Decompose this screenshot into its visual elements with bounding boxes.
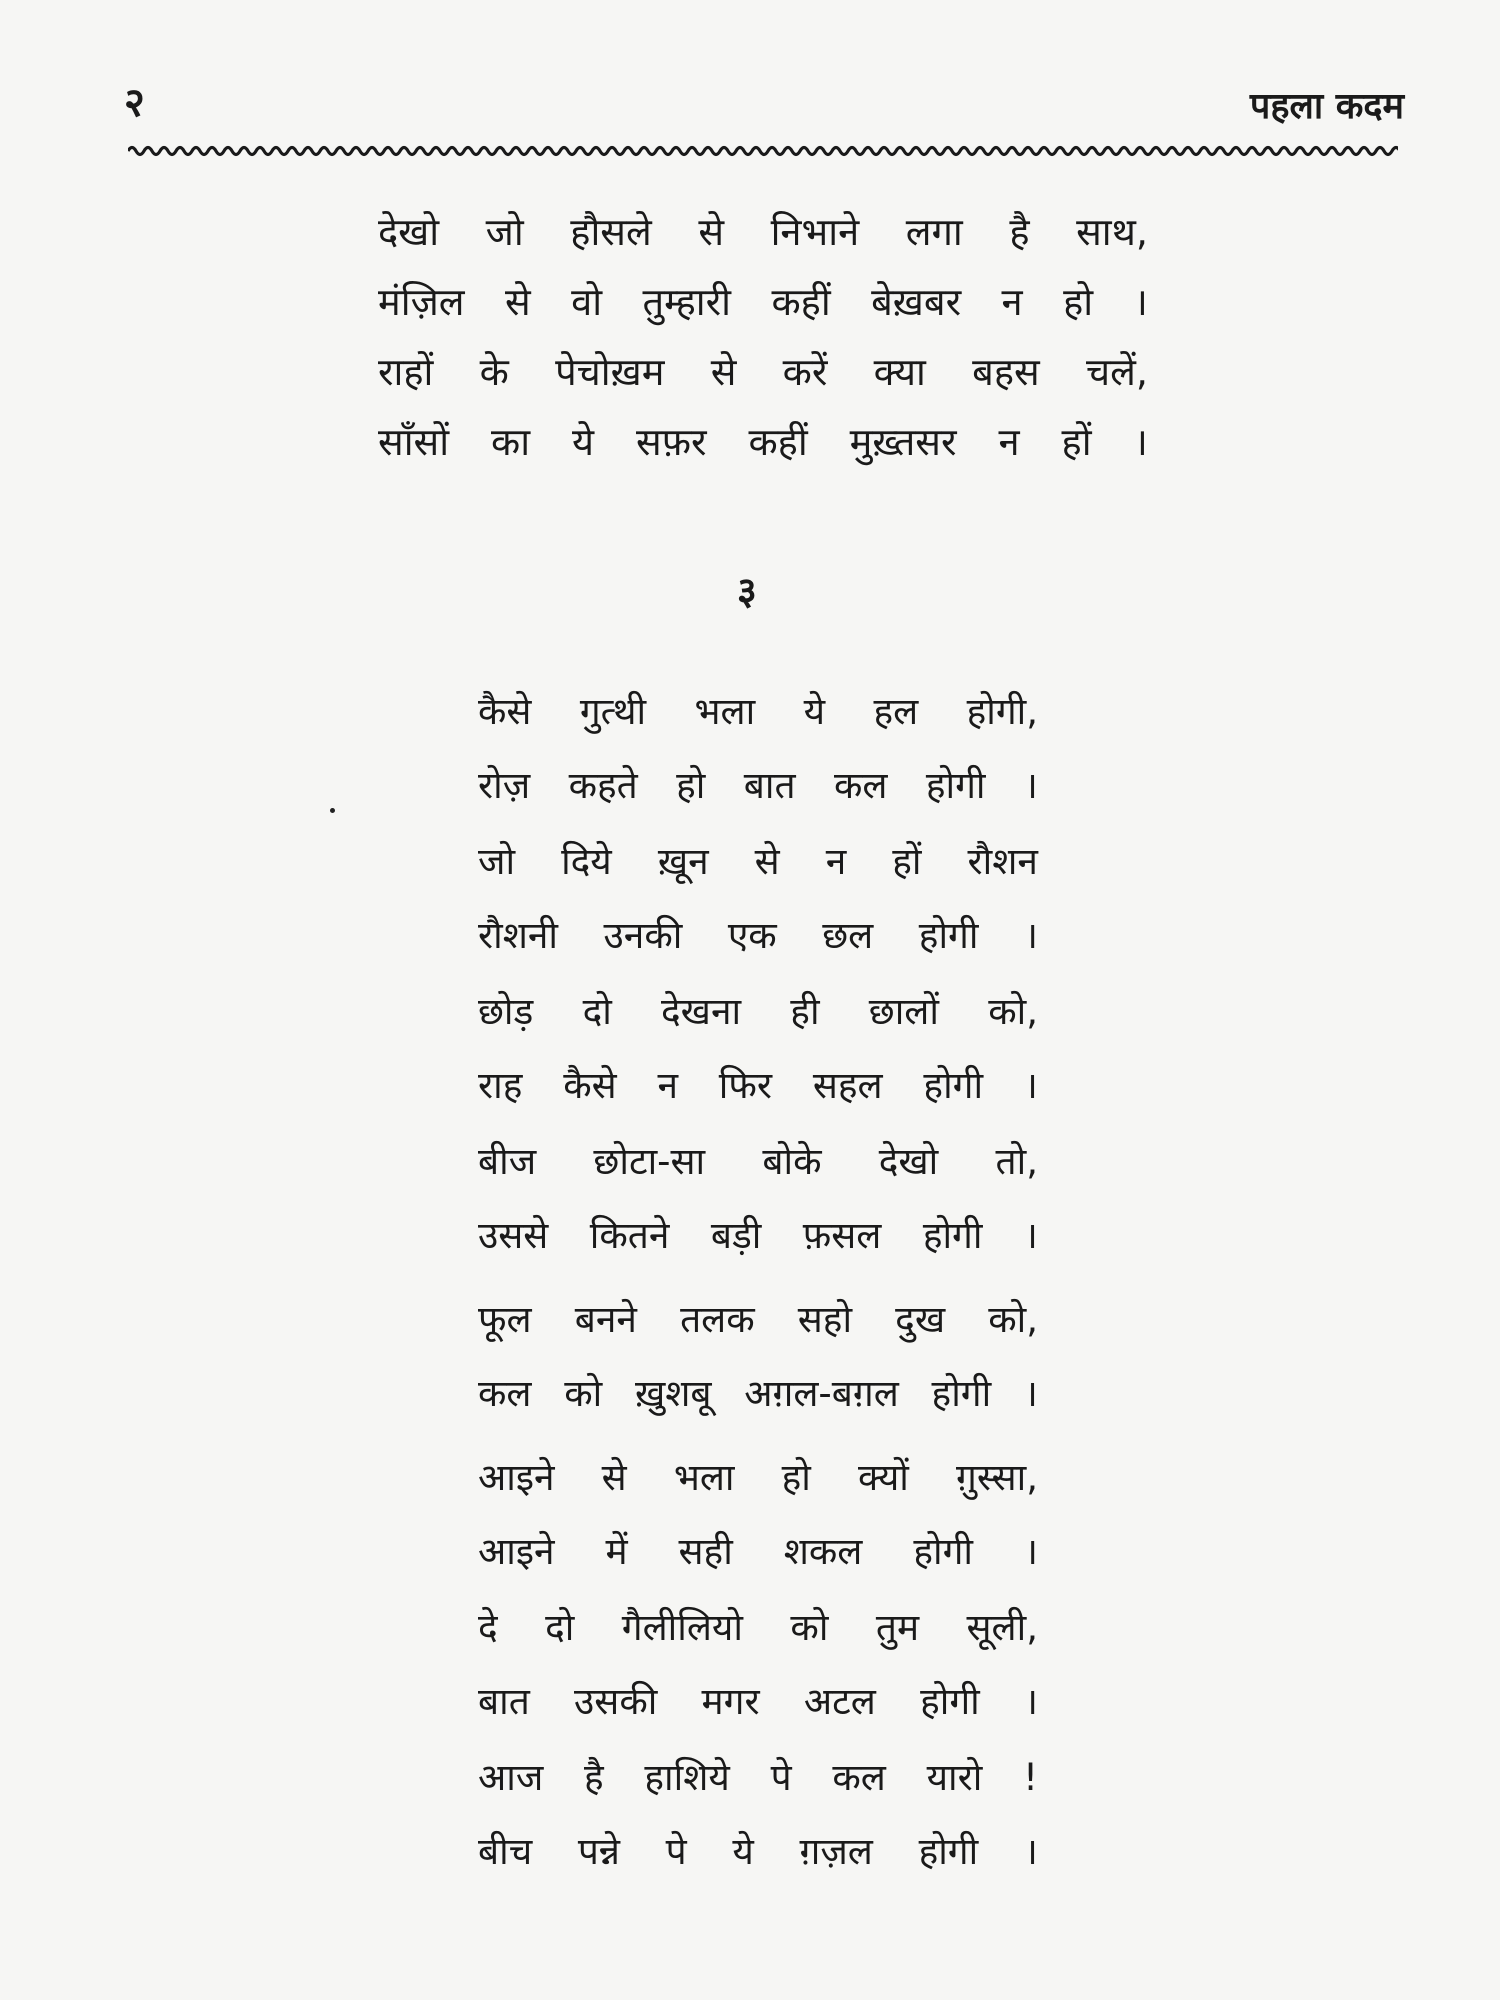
poem-word: पेचोख़म	[555, 350, 665, 394]
poem-word: हों	[892, 840, 922, 883]
poem-word: कल	[478, 1372, 532, 1415]
poem-line	[478, 1680, 1038, 1724]
poem-word: तो,	[995, 1140, 1038, 1183]
poem-word: होगी	[918, 1830, 979, 1873]
poem-word: आज	[478, 1756, 544, 1799]
poem-word: कहते	[568, 764, 638, 807]
poem-word: करें	[782, 350, 828, 394]
poem-line	[478, 840, 1038, 884]
poem-word: न	[1001, 280, 1023, 324]
poem-word: जो	[478, 840, 516, 883]
poem-word: से	[601, 1456, 627, 1499]
poem-word: तुम्हारी	[642, 280, 732, 324]
poem-word: ।	[1023, 1680, 1038, 1723]
couplet	[478, 690, 1038, 808]
poem-word: छल	[822, 914, 874, 957]
poem-word: देखो	[878, 1140, 939, 1183]
poem-line	[378, 280, 1148, 324]
poem-word: वो	[571, 280, 603, 324]
couplet	[478, 990, 1038, 1108]
poem-word: देखना	[661, 990, 742, 1033]
poem-line	[478, 990, 1038, 1034]
poem-word: बात	[743, 764, 796, 807]
couplet	[478, 1756, 1038, 1874]
poem-word: यारो	[926, 1756, 983, 1799]
poem-line	[478, 1530, 1038, 1574]
section-number: ३	[737, 569, 757, 613]
poem-word: होगी	[925, 764, 986, 807]
poem-word: होगी	[918, 914, 979, 957]
poem-line	[378, 210, 1148, 254]
poem-word: ये	[803, 690, 826, 733]
poem-word: कहीं	[748, 420, 808, 464]
poem-word: रोज़	[478, 764, 531, 807]
poem-word: ग़ज़ल	[799, 1830, 873, 1873]
poem-word: को,	[988, 990, 1038, 1033]
poem-word: बनने	[574, 1298, 637, 1341]
poem-line	[478, 1606, 1038, 1650]
poem-word: ।	[1023, 914, 1038, 957]
poem-word: से	[754, 840, 780, 883]
poem-word: कल	[833, 764, 888, 807]
poem-word: क्या	[873, 350, 926, 394]
poem-line	[478, 690, 1038, 734]
poem-word: पन्ने	[577, 1830, 620, 1873]
poem-word: देखो	[378, 210, 440, 254]
poem-word: कहीं	[771, 280, 831, 324]
poem-word: !	[1023, 1756, 1038, 1799]
poem-word: ये	[732, 1830, 754, 1873]
poem-line	[478, 914, 1038, 958]
poem-word: अटल	[803, 1680, 876, 1723]
poem-word: होगी,	[966, 690, 1038, 733]
poem-word: होगी	[922, 1214, 983, 1257]
poem-word: दिये	[561, 840, 612, 883]
poem-word: दे	[478, 1606, 498, 1649]
poem-word: बीज	[478, 1140, 537, 1183]
poem-word: ग़ुस्सा,	[956, 1456, 1038, 1499]
poem-word: छोटा-सा	[593, 1140, 706, 1183]
couplet	[478, 1140, 1038, 1258]
poem-word: कल	[832, 1756, 886, 1799]
poem-word: तलक	[680, 1298, 755, 1341]
poem-word: मगर	[701, 1680, 760, 1723]
poem-word: फ़सल	[802, 1214, 882, 1257]
poem-word: को	[564, 1372, 603, 1415]
poem-word: अग़ल-बग़ल	[744, 1372, 899, 1415]
poem-line	[478, 764, 1038, 808]
poem-word: रौशन	[967, 840, 1038, 883]
poem-word: चलें,	[1085, 350, 1148, 394]
poem-word: ख़ून	[657, 840, 709, 883]
poem-word: साँसों	[378, 420, 450, 464]
poem-word: से	[710, 350, 737, 394]
poem-word: हो	[781, 1456, 811, 1499]
poem-word: छालों	[868, 990, 939, 1033]
poem-word: आइने	[478, 1456, 555, 1499]
poem-word: उसकी	[574, 1680, 658, 1723]
running-title: पहला कदम	[1249, 86, 1404, 127]
poem-word: न	[825, 840, 847, 883]
poem-line	[478, 1214, 1038, 1258]
poem-word: भला	[694, 690, 756, 733]
couplet	[478, 1456, 1038, 1574]
poem-word: लगा	[905, 210, 963, 254]
poem-word: है	[1009, 210, 1030, 254]
poem-word: ही	[790, 990, 820, 1033]
poem-word: सहो	[797, 1298, 853, 1341]
poem-word: हो	[676, 764, 706, 807]
poem-word: गैलीलियो	[621, 1606, 743, 1649]
poem-word: छोड़	[478, 990, 534, 1033]
poem-word: होगी	[920, 1680, 980, 1723]
poem-word: कैसे	[478, 690, 532, 733]
poem-word: बोके	[762, 1140, 822, 1183]
poem-word: पे	[665, 1830, 687, 1873]
poem-word: ।	[1023, 1064, 1038, 1107]
poem-word: है	[584, 1756, 604, 1799]
poem-word: आइने	[478, 1530, 555, 1573]
header-wavy-rule	[128, 142, 1398, 160]
poem-line	[478, 1830, 1038, 1874]
poem-word: ये	[572, 420, 595, 464]
poem-word: तुम	[875, 1606, 920, 1649]
poem-word: जो	[485, 210, 524, 254]
poem-word: हल	[873, 690, 919, 733]
poem-line	[478, 1298, 1038, 1342]
poem-word: सहल	[812, 1064, 883, 1107]
poem-word: बहस	[972, 350, 1040, 394]
poem-word: ख़ुशबू	[634, 1372, 712, 1415]
poem-word: मंज़िल	[378, 280, 465, 324]
poem-word: एक	[727, 914, 777, 957]
poem-word: न	[657, 1064, 678, 1107]
poem-word: उनकी	[603, 914, 683, 957]
ghazal-poem	[478, 690, 1038, 1906]
poem-word: फिर	[718, 1064, 773, 1107]
poem-word: ।	[1023, 1830, 1038, 1873]
poem-word: सफ़र	[636, 420, 707, 464]
poem-word: होगी	[931, 1372, 992, 1415]
intro-stanza	[378, 210, 1148, 490]
poem-line	[378, 420, 1148, 464]
poem-word: साथ,	[1076, 210, 1148, 254]
poem-word: ।	[1023, 1530, 1038, 1573]
poem-word: ।	[1133, 420, 1148, 464]
poem-word: बड़ी	[710, 1214, 762, 1257]
poem-line	[478, 1756, 1038, 1800]
poem-word: को,	[988, 1298, 1038, 1341]
poem-word: ।	[1133, 280, 1148, 324]
poem-word: हौसले	[570, 210, 652, 254]
poem-word: होगी	[913, 1530, 973, 1573]
poem-word: दो	[582, 990, 612, 1033]
poem-word: ।	[1023, 1372, 1038, 1415]
couplet	[478, 840, 1038, 958]
poem-word: बात	[478, 1680, 530, 1723]
poem-word: राह	[478, 1064, 523, 1107]
couplet	[478, 1606, 1038, 1724]
poem-word: कितने	[589, 1214, 670, 1257]
poem-word: मुख़्तसर	[849, 420, 957, 464]
poem-word: क्यों	[858, 1456, 909, 1499]
poem-line	[478, 1064, 1038, 1108]
page-number: २	[124, 80, 145, 126]
poem-word: रौशनी	[478, 914, 558, 957]
poem-word: भला	[673, 1456, 735, 1499]
poem-word: हो	[1063, 280, 1094, 324]
poem-word: निभाने	[770, 210, 860, 254]
poem-word: शकल	[783, 1530, 863, 1573]
poem-word: बीच	[478, 1830, 533, 1873]
poem-word: से	[504, 280, 531, 324]
poem-word: कैसे	[563, 1064, 617, 1107]
poem-word: बेख़बर	[871, 280, 962, 324]
poem-line	[478, 1456, 1038, 1500]
poem-word: ।	[1023, 1214, 1038, 1257]
poem-word: फूल	[478, 1298, 532, 1341]
poem-word: हों	[1061, 420, 1092, 464]
poem-line	[478, 1372, 1038, 1416]
couplet	[478, 1298, 1038, 1416]
poem-word: दुख	[895, 1298, 946, 1341]
poem-word: न	[998, 420, 1020, 464]
poem-word: हाशिये	[644, 1756, 730, 1799]
poem-word: गुत्थी	[579, 690, 647, 733]
poem-word: ।	[1023, 764, 1038, 807]
poem-word: दो	[545, 1606, 575, 1649]
poem-word: पे	[770, 1756, 792, 1799]
poem-word: का	[491, 420, 531, 464]
poem-word: होगी	[923, 1064, 984, 1107]
poem-word: से	[698, 210, 725, 254]
poem-word: उससे	[478, 1214, 549, 1257]
poem-word: सही	[678, 1530, 733, 1573]
poem-line	[478, 1140, 1038, 1184]
poem-line	[378, 350, 1148, 394]
poem-word: के	[479, 350, 509, 394]
poem-word: को	[790, 1606, 829, 1649]
poem-word: में	[605, 1530, 628, 1573]
ink-speck	[330, 808, 335, 813]
poem-word: सूली,	[966, 1606, 1038, 1649]
poem-word: राहों	[378, 350, 434, 394]
